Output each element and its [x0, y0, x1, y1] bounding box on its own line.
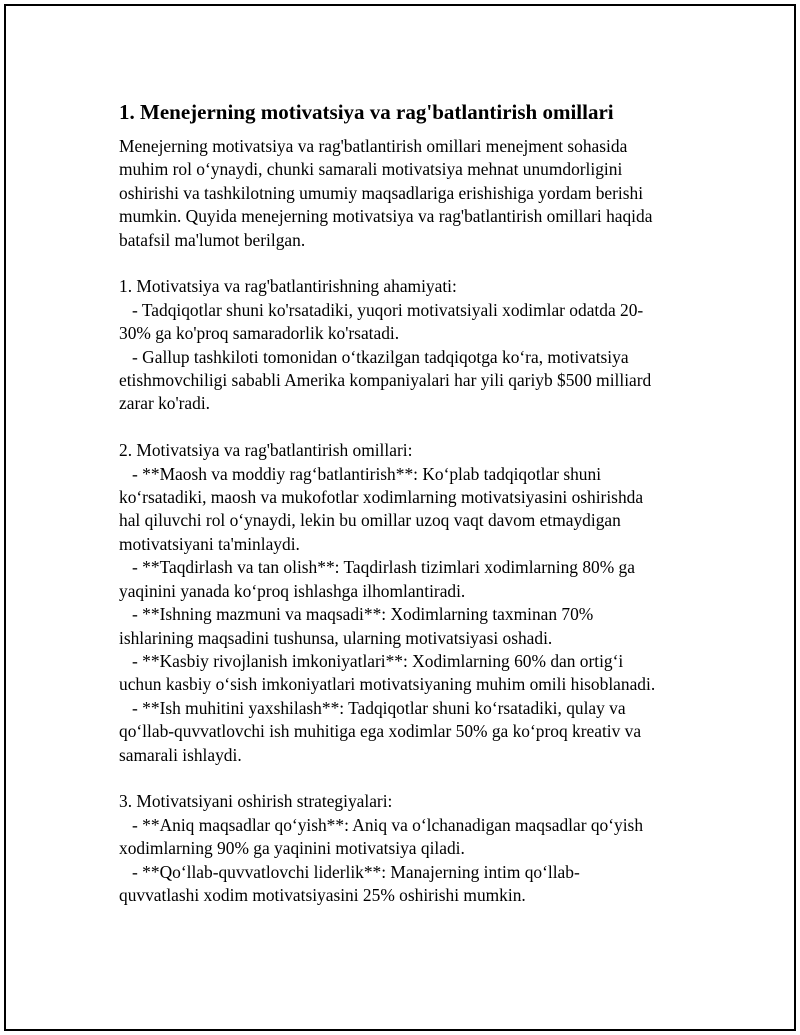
page-frame	[4, 4, 796, 1031]
intro-line: Menejerning motivatsiya va rag'batlantirish omillari menejment sohasida	[119, 136, 628, 156]
section-line: hal qiluvchi rol o‘ynaydi, lekin bu omillar uzoq vaqt davom etmaydigan	[119, 510, 621, 531]
intro-line: oshirishi va tashkilotning umumiy maqsadlariga erishishiga yordam berishi	[119, 182, 644, 203]
section-line: samarali ishlaydi.	[119, 744, 242, 765]
section-line: - **Ish muhitini yaxshilash**: Tadqiqotlar shuni ko‘rsatadiki, qulay va	[119, 697, 626, 718]
section-line: - **Ishning mazmuni va maqsadi**: Xodimlarning taxminan 70%	[119, 604, 594, 625]
section-line: - **Qo‘llab-quvvatlovchi liderlik**: Manajerning intim qo‘llab-	[119, 861, 580, 882]
section-line: 30% ga ko'proq samaradorlik ko'rsatadi.	[119, 323, 400, 344]
section-strategies	[119, 790, 719, 907]
section-line: yaqinini yanada ko‘proq ishlashga ilhomlantiradi.	[119, 580, 466, 601]
section-heading: 2. Motivatsiya va rag'batlantirish omillari:	[119, 440, 413, 461]
section-line: uchun kasbiy o‘sish imkoniyatlari motivatsiyaning muhim omili hisoblanadi.	[119, 674, 656, 695]
section-line: - **Maosh va moddiy rag‘batlantirish**: Ko‘plab tadqiqotlar shuni	[119, 463, 602, 484]
section-line: xodimlarning 90% ga yaqinini motivatsiya qiladi.	[119, 838, 465, 859]
section-line: qo‘llab-quvvatlovchi ish muhitiga ega xodimlar 50% ga ko‘proq kreativ va	[119, 721, 642, 742]
page-title: 1. Menejerning motivatsiya va rag'batlantirish omillari	[119, 100, 614, 124]
section-line: etishmovchiligi sababli Amerika kompaniyalari har yili qariyb $500 milliard	[119, 370, 652, 391]
section-line: - **Aniq maqsadlar qo‘yish**: Aniq va o‘lchanadigan maqsadlar qo‘yish	[119, 814, 644, 835]
section-line: ko‘rsatadiki, maosh va mukofotlar xodimlarning motivatsiyasini oshirishda	[119, 487, 644, 508]
section-line: zarar ko'radi.	[119, 393, 210, 414]
section-line: motivatsiyani ta'minlaydi.	[119, 533, 300, 554]
intro-line: mumkin. Quyida menejerning motivatsiya va rag'batlantirish omillari haqida	[119, 206, 653, 227]
intro-line: muhim rol o‘ynaydi, chunki samarali motivatsiya mehnat unumdorligini	[119, 159, 623, 180]
document-body	[119, 96, 719, 907]
section-line: - **Kasbiy rivojlanish imkoniyatlari**: Xodimlarning 60% dan ortig‘i	[119, 650, 624, 671]
section-line: quvvatlashi xodim motivatsiyasini 25% oshirishi mumkin.	[119, 884, 526, 905]
section-line: - **Taqdirlash va tan olish**: Taqdirlash tizimlari xodimlarning 80% ga	[119, 557, 635, 578]
section-factors	[119, 439, 719, 767]
intro-paragraph	[119, 135, 719, 252]
intro-line: batafsil ma'lumot berilgan.	[119, 229, 306, 250]
section-line: - Tadqiqotlar shuni ko'rsatadiki, yuqori motivatsiyali xodimlar odatda 20-	[119, 299, 644, 320]
section-heading: 3. Motivatsiyani oshirish strategiyalari:	[119, 791, 393, 812]
section-line: ishlarining maqsadini tushunsa, ularning motivatsiyasi oshadi.	[119, 627, 553, 648]
section-importance	[119, 275, 719, 415]
section-line: - Gallup tashkiloti tomonidan o‘tkazilgan tadqiqotga ko‘ra, motivatsiya	[119, 346, 629, 367]
section-heading: 1. Motivatsiya va rag'batlantirishning ahamiyati:	[119, 276, 457, 297]
